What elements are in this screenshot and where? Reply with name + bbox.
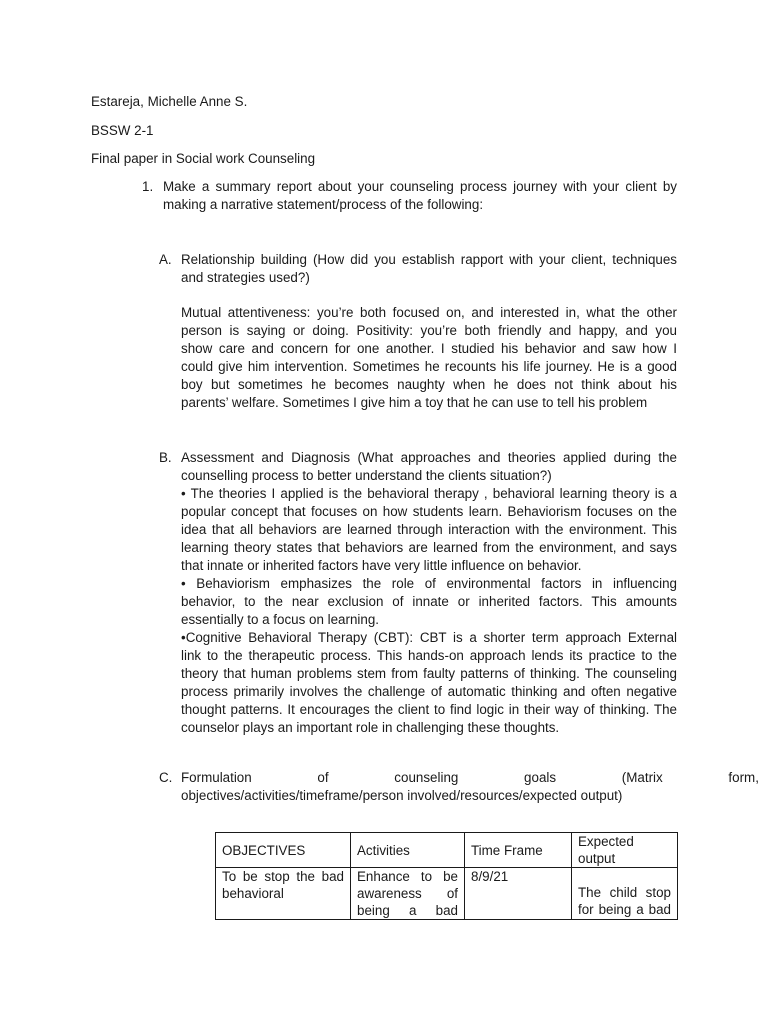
section-b-line: essentially to a focus on learning.	[181, 612, 380, 627]
section-a-letter: A.	[159, 252, 172, 267]
item-1-line-2: making a narrative statement/process of the following:	[163, 197, 484, 212]
section-b-line: popular concept that focuses on how students learn. Behaviorism focuses on the	[181, 504, 677, 519]
cell-expected-output-text: The child stop for being a bad	[578, 885, 671, 917]
section-a-answer-line: boy but sometimes he becomes naughty when he does not think about his	[181, 377, 677, 392]
section-c-line-2: objectives/activities/timeframe/person involved/resources/expected output)	[181, 788, 623, 803]
header-time-frame: Time Frame	[465, 833, 572, 868]
goals-matrix-table	[215, 832, 678, 920]
cell-objective: To be stop the bad behavioral	[216, 868, 351, 920]
section-a-answer-line: parents’ welfare. Sometimes I give him a toy that he can use to tell his problem	[181, 395, 648, 410]
author-name: Estareja, Michelle Anne S.	[91, 94, 248, 109]
section-b-line: thought patterns. It encourages the client to find logic in their way of thinking. The	[181, 702, 677, 717]
section-b-letter: B.	[159, 450, 172, 465]
section-a-question-line-1: Relationship building (How did you establish rapport with your client, techniques	[181, 252, 677, 267]
section-b-line: learning theory states that behaviors are learned from the environment, and says	[181, 540, 677, 555]
section-b-line: idea that all behaviors are learned through interaction with the environment. This	[181, 522, 677, 537]
section-b-line: Assessment and Diagnosis (What approaches and theories applied during the	[181, 450, 677, 465]
section-b-line: process primarily involves the challenge of automatic thinking and often negative	[181, 684, 677, 699]
section-a-answer-line: could give him intervention. Sometimes he recounts his life journey. He is a good	[181, 359, 677, 374]
table-header-row	[216, 833, 678, 868]
course-section: BSSW 2-1	[91, 123, 154, 138]
section-c-line-1: Formulation of counseling goals (Matrix form,	[181, 770, 759, 785]
section-b-line: • The theories I applied is the behavioral therapy , behavioral learning theory is a	[181, 486, 677, 501]
header-objectives: OBJECTIVES	[216, 833, 351, 868]
cell-expected-output	[572, 868, 678, 920]
section-a-answer-line: person is saying or doing. Positivity: you’re both friendly and happy, and you	[181, 323, 677, 338]
cell-time-frame: 8/9/21	[465, 868, 572, 920]
section-b-line: that innate or inherited factors have very little influence on behavior.	[181, 558, 582, 573]
item-number: 1.	[142, 179, 154, 194]
section-b-line: theory that human problems stem from faulty patterns of thinking. The counseling	[181, 666, 677, 681]
item-1-line-1: Make a summary report about your counseling process journey with your client by	[163, 179, 677, 194]
section-a-answer-line: show care and concern for one another. I studied his behavior and saw how I	[181, 341, 677, 356]
section-b-line: counselling process to better understand the clients situation?)	[181, 468, 552, 483]
section-b-line: counselor plays an important role in challenging these thoughts.	[181, 720, 560, 735]
header-expected-output: Expected output	[572, 833, 678, 868]
section-b-line: behavior, to the near exclusion of innate or inherited factors. This amounts	[181, 594, 677, 609]
section-b-line: •Cognitive Behavioral Therapy (CBT): CBT is a shorter term approach External	[181, 630, 677, 645]
section-a-answer-line: Mutual attentiveness: you’re both focused on, and interested in, what the other	[181, 305, 677, 320]
section-b-line: • Behaviorism emphasizes the role of environmental factors in influencing	[181, 576, 677, 591]
section-a-question-line-2: and strategies used?)	[181, 270, 310, 285]
header-activities: Activities	[351, 833, 465, 868]
table-row	[216, 868, 678, 920]
paper-title: Final paper in Social work Counseling	[91, 151, 316, 166]
section-c-letter: C.	[159, 770, 173, 785]
cell-activity: Enhance to be awareness of being a bad	[351, 868, 465, 920]
section-b-line: link to the therapeutic process. This hands-on approach lends its practice to the	[181, 648, 677, 663]
